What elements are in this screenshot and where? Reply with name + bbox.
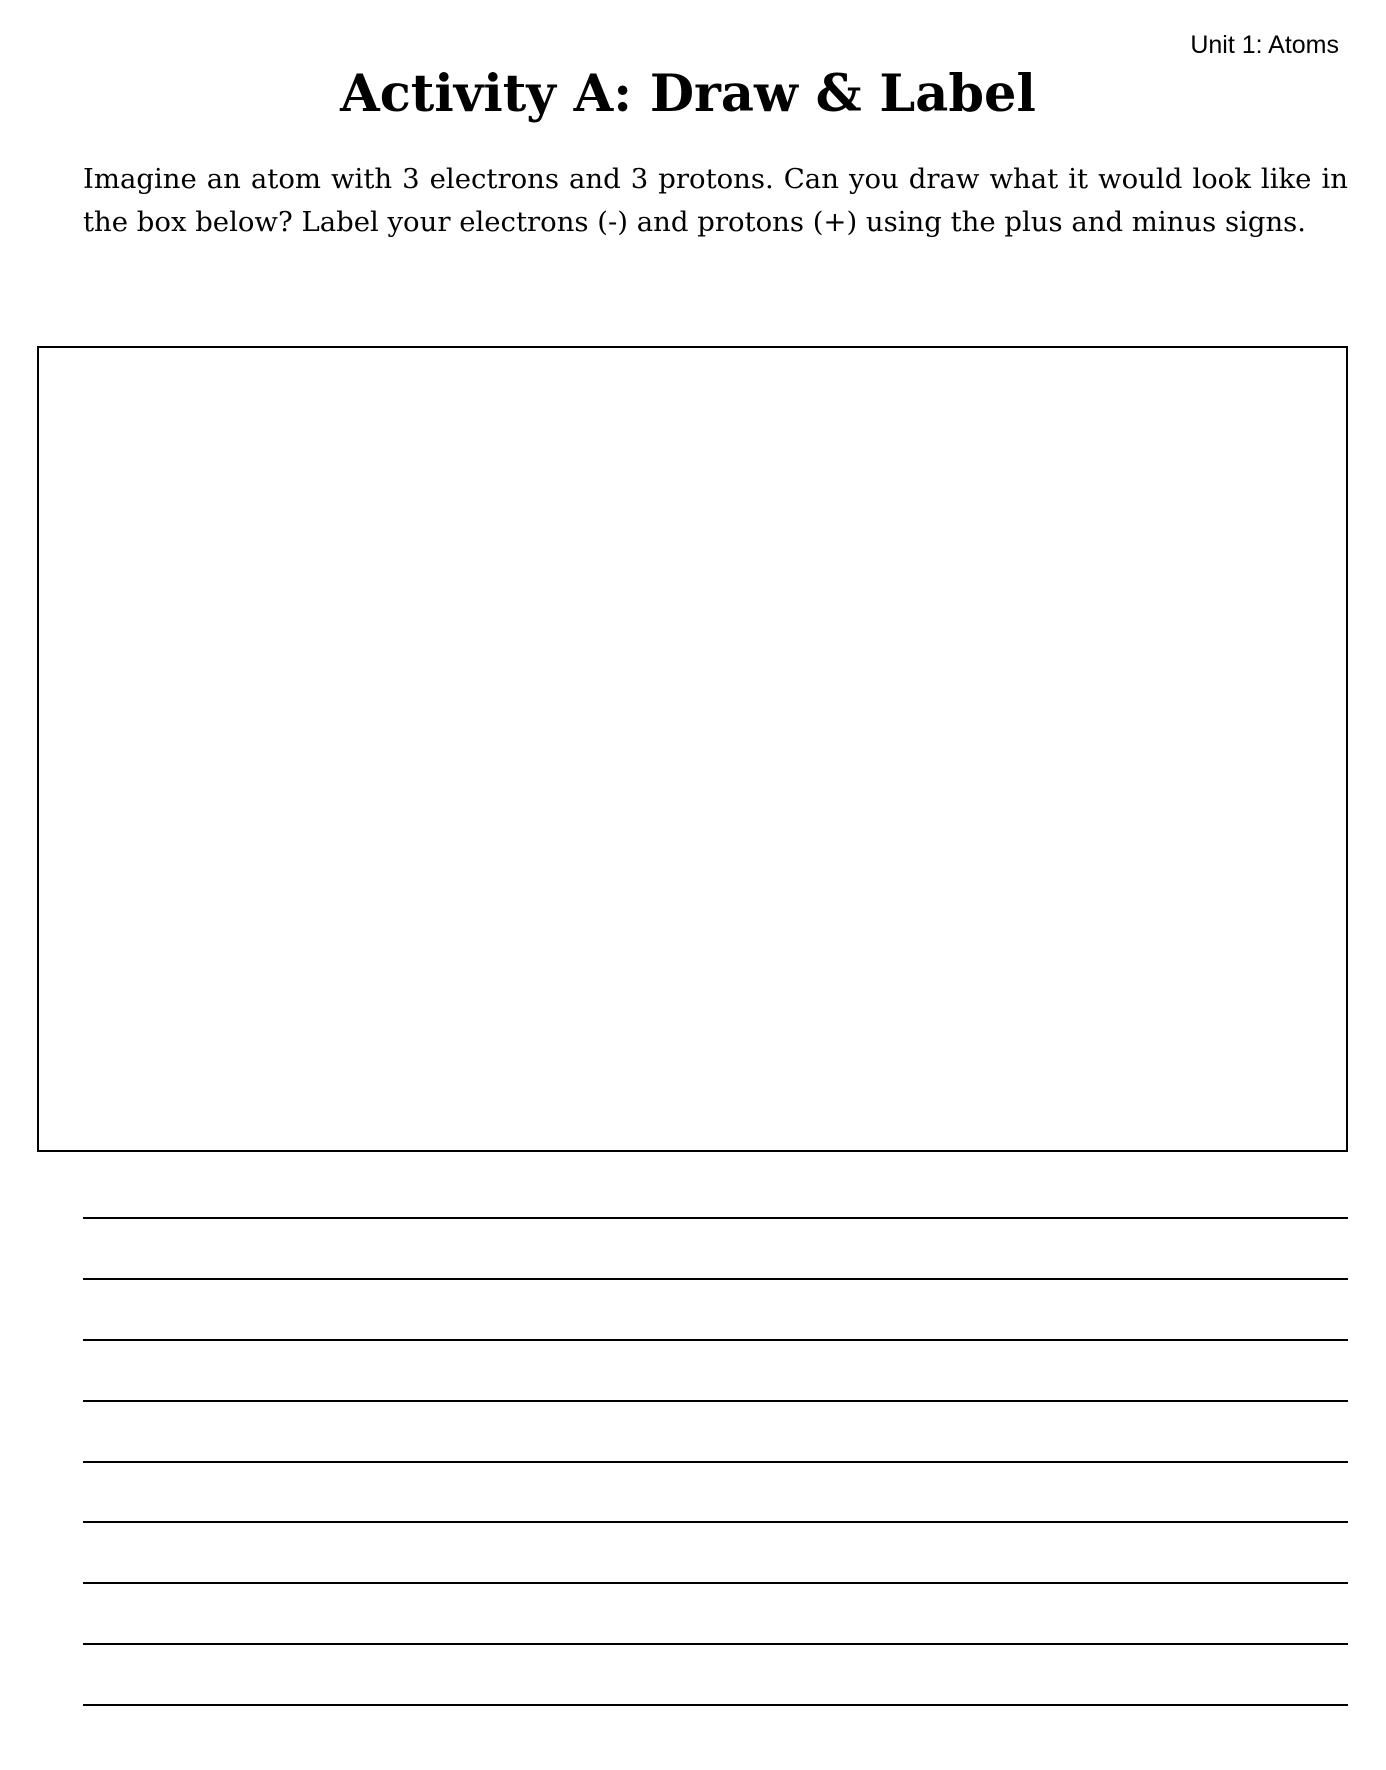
writing-line[interactable] bbox=[83, 1400, 1348, 1402]
writing-line[interactable] bbox=[83, 1704, 1348, 1706]
drawing-box[interactable] bbox=[37, 346, 1348, 1152]
writing-line[interactable] bbox=[83, 1521, 1348, 1523]
writing-line[interactable] bbox=[83, 1217, 1348, 1219]
writing-line[interactable] bbox=[83, 1643, 1348, 1645]
writing-line[interactable] bbox=[83, 1339, 1348, 1341]
page-title: Activity A: Draw & Label bbox=[340, 64, 1036, 124]
writing-line[interactable] bbox=[83, 1278, 1348, 1280]
writing-line[interactable] bbox=[83, 1461, 1348, 1463]
unit-label: Unit 1: Atoms bbox=[1190, 31, 1339, 59]
writing-line[interactable] bbox=[83, 1582, 1348, 1584]
instructions-text: Imagine an atom with 3 electrons and 3 protons. Can you draw what it would look like in the box below? Label your electrons (-) and protons (+) using the plus and minus signs. bbox=[83, 163, 1348, 238]
